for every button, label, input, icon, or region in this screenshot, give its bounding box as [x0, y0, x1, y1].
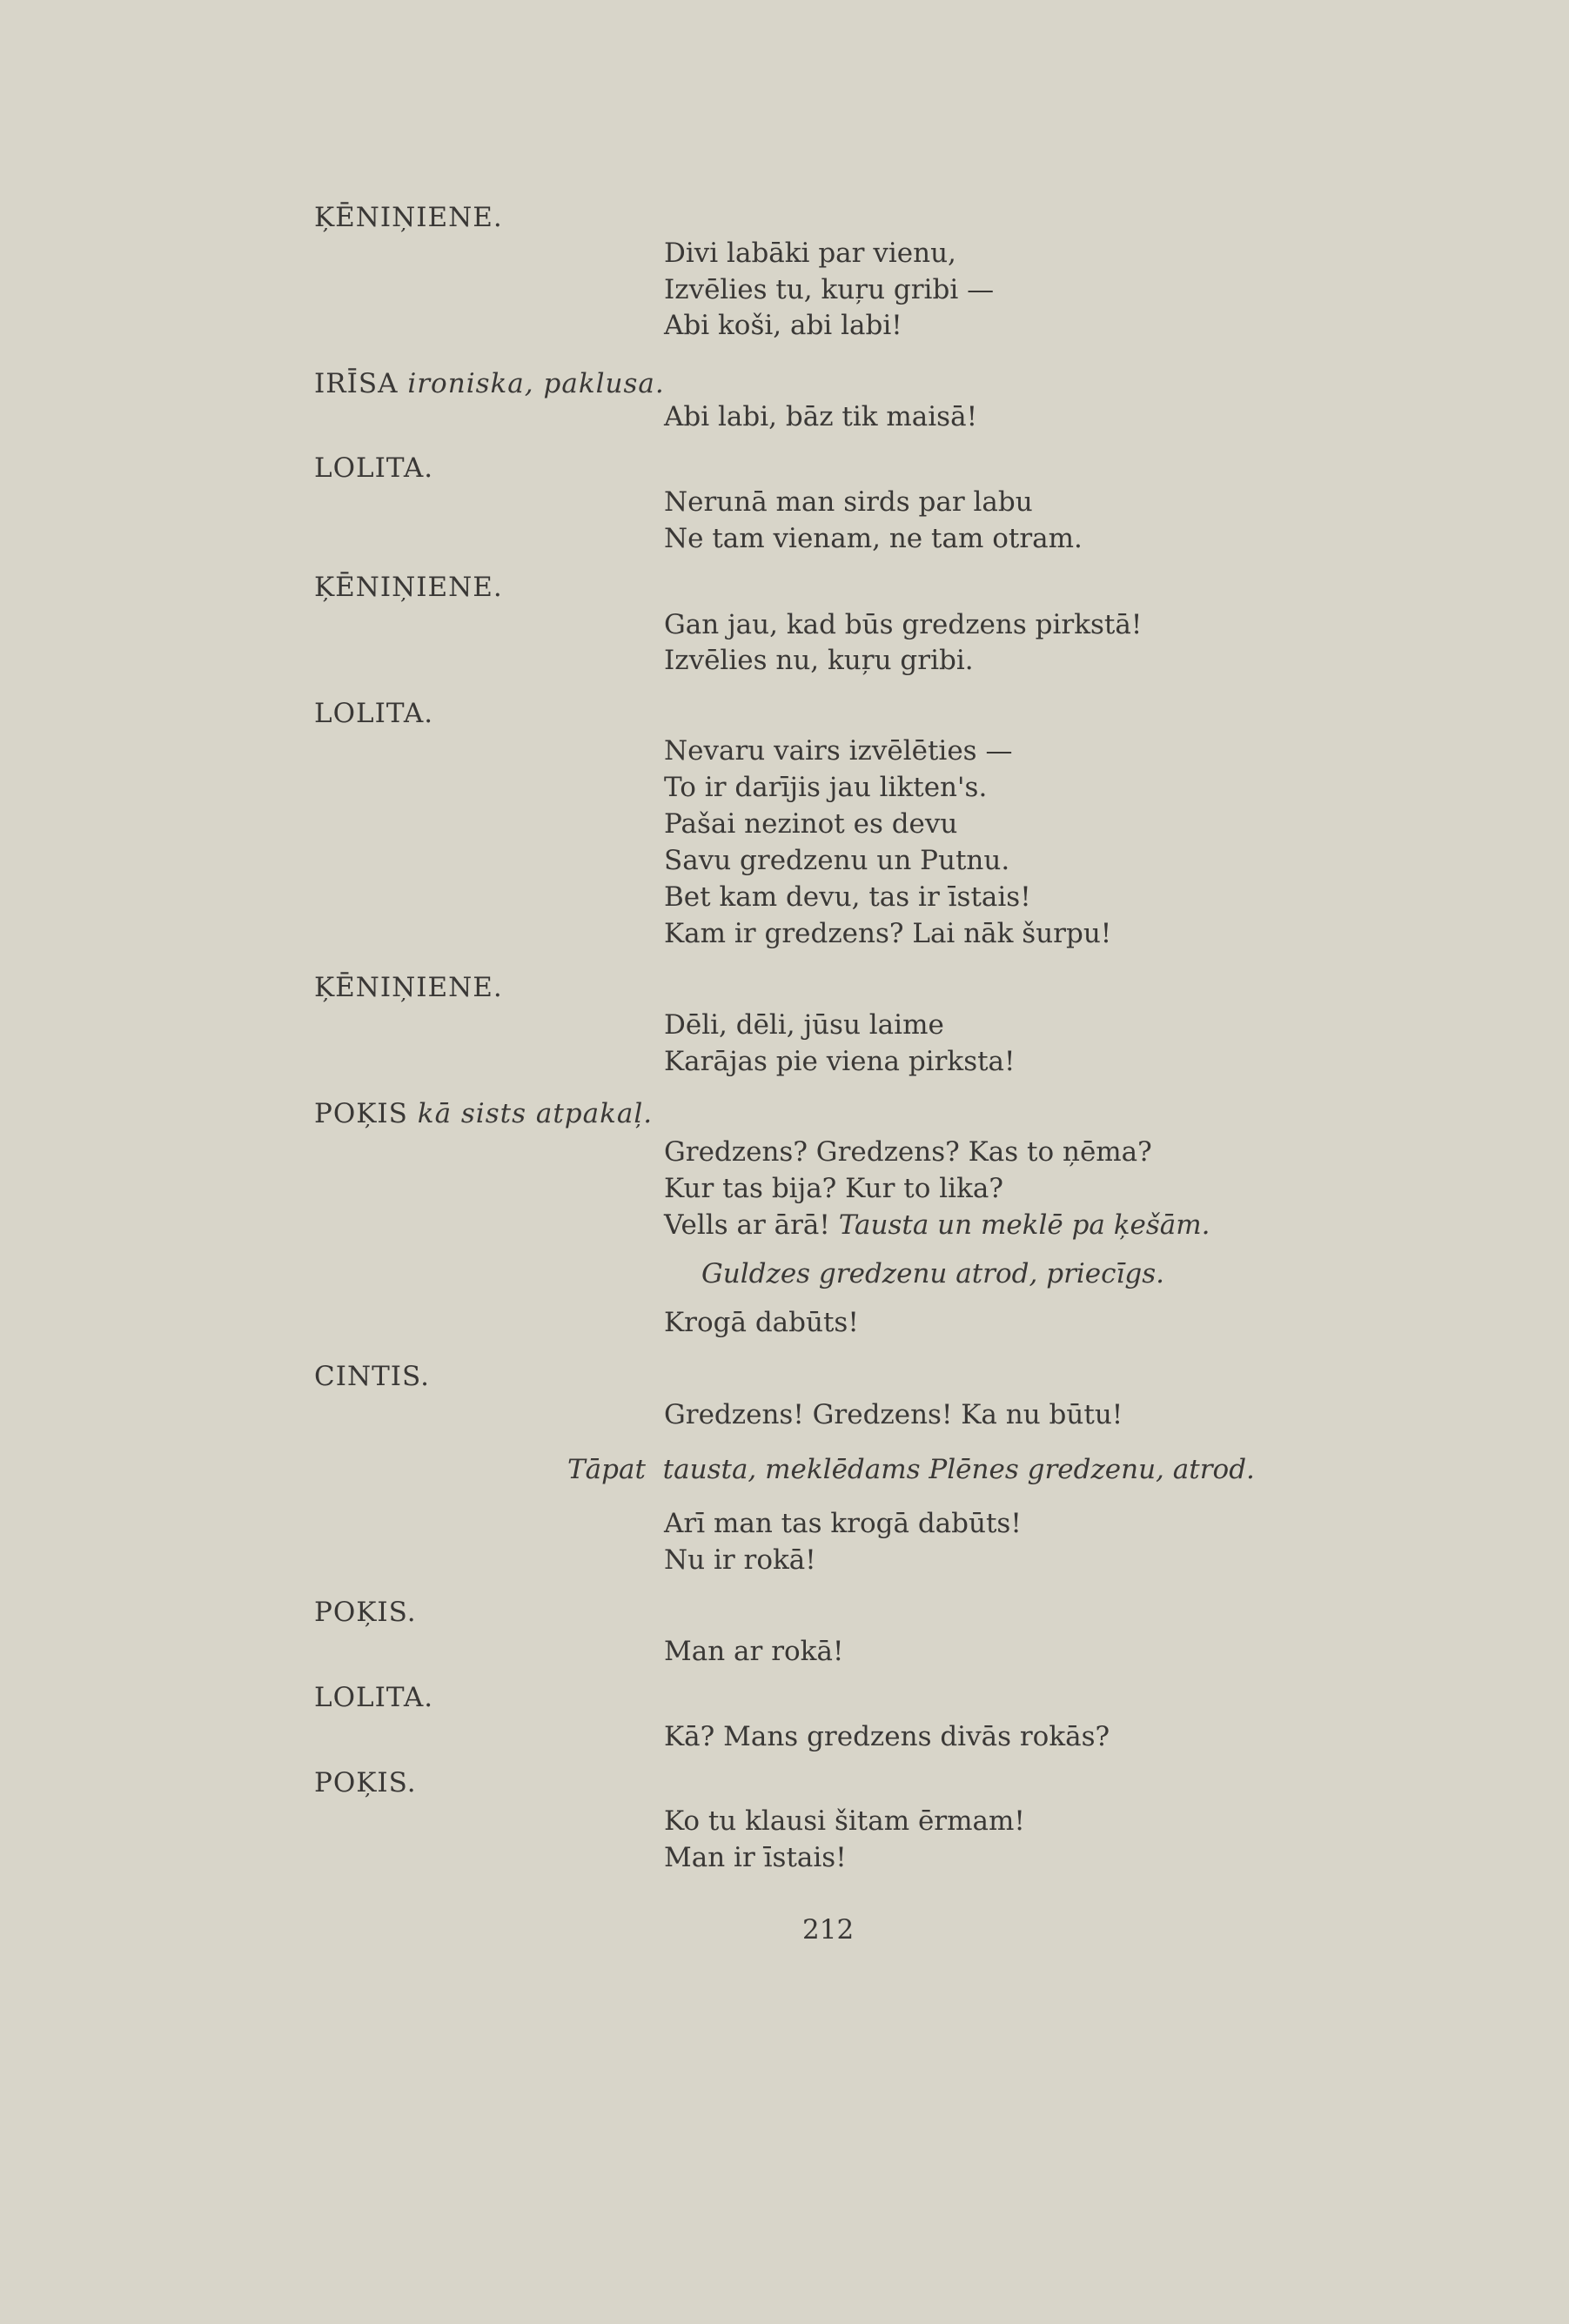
speaker-kenieniene: ĶĒNIŅIENE. [314, 202, 503, 233]
verse-line: Divi labāki par vienu, [664, 238, 956, 269]
verse-line: Vells ar ārā! Tausta un meklē pa ķešām. [664, 1209, 1210, 1241]
verse-line: Gredzens! Gredzens! Ka nu būtu! [664, 1399, 1123, 1430]
verse-line: Nu ir rokā! [664, 1544, 816, 1576]
verse-line: Savu gredzenu un Putnu. [664, 845, 1010, 876]
verse-line: Nerunā man sirds par labu [664, 486, 1033, 518]
stage-direction: Tāpat tausta, meklēdams Plēnes gredzenu, atrod. [567, 1454, 1255, 1485]
verse-line: Kam ir gredzens? Lai nāk šurpu! [664, 918, 1112, 949]
verse-line: Abi koši, abi labi! [664, 310, 902, 341]
verse-line: Dēli, dēli, jūsu laime [664, 1009, 944, 1041]
verse-line: Nevaru vairs izvēlēties — [664, 735, 1013, 767]
speaker-lolita: LOLITA. [314, 698, 434, 729]
speaker-pokis: POĶIS kā sists atpakaļ. [314, 1098, 654, 1129]
verse-line: Gan jau, kad būs gredzens pirkstā! [664, 609, 1143, 640]
speaker-kenieniene: ĶĒNIŅIENE. [314, 972, 503, 1003]
verse-line: Izvēlies tu, kuŗu gribi — [664, 274, 995, 305]
stage-direction: ironiska, paklusa. [407, 368, 665, 399]
speaker-irisa: IRĪSA ironiska, paklusa. [314, 368, 665, 399]
stage-direction: Tausta un meklē pa ķešām. [838, 1209, 1210, 1241]
verse-line: Man ar rokā! [664, 1636, 844, 1667]
verse-line: Ko tu klausi šitam ērmam! [664, 1805, 1025, 1837]
verse-line: Bet kam devu, tas ir īstais! [664, 881, 1031, 913]
speaker-pokis: POĶIS. [314, 1767, 417, 1798]
verse-line: Gredzens? Gredzens? Kas to ņēma? [664, 1136, 1152, 1168]
speaker-lolita: LOLITA. [314, 452, 434, 484]
speaker-pokis: POĶIS. [314, 1597, 417, 1628]
verse-line: Man ir īstais! [664, 1842, 847, 1873]
stage-direction: kā sists atpakaļ. [417, 1098, 654, 1129]
verse-line: To ir darījis jau likten's. [664, 772, 988, 803]
page-number: 212 [802, 1914, 855, 1946]
speaker-kenieniene: ĶĒNIŅIENE. [314, 572, 503, 603]
verse-line: Pašai nezinot es devu [664, 808, 958, 840]
speaker-lolita: LOLITA. [314, 1682, 434, 1713]
verse-line: Arī man tas krogā dabūts! [664, 1508, 1022, 1539]
verse-line: Kā? Mans gredzens divās rokās? [664, 1721, 1110, 1752]
verse-line: Izvēlies nu, kuŗu gribi. [664, 645, 974, 676]
verse-line: Karājas pie viena pirksta! [664, 1046, 1016, 1077]
speaker-cintis: CINTIS. [314, 1361, 430, 1392]
stage-direction: Guldzes gredzenu atrod, priecīgs. [701, 1258, 1165, 1289]
verse-line: Kur tas bija? Kur to lika? [664, 1173, 1003, 1204]
verse-line: Ne tam vienam, ne tam otram. [664, 523, 1083, 554]
verse-line: Abi labi, bāz tik maisā! [664, 401, 978, 432]
verse-line: Krogā dabūts! [664, 1307, 859, 1338]
